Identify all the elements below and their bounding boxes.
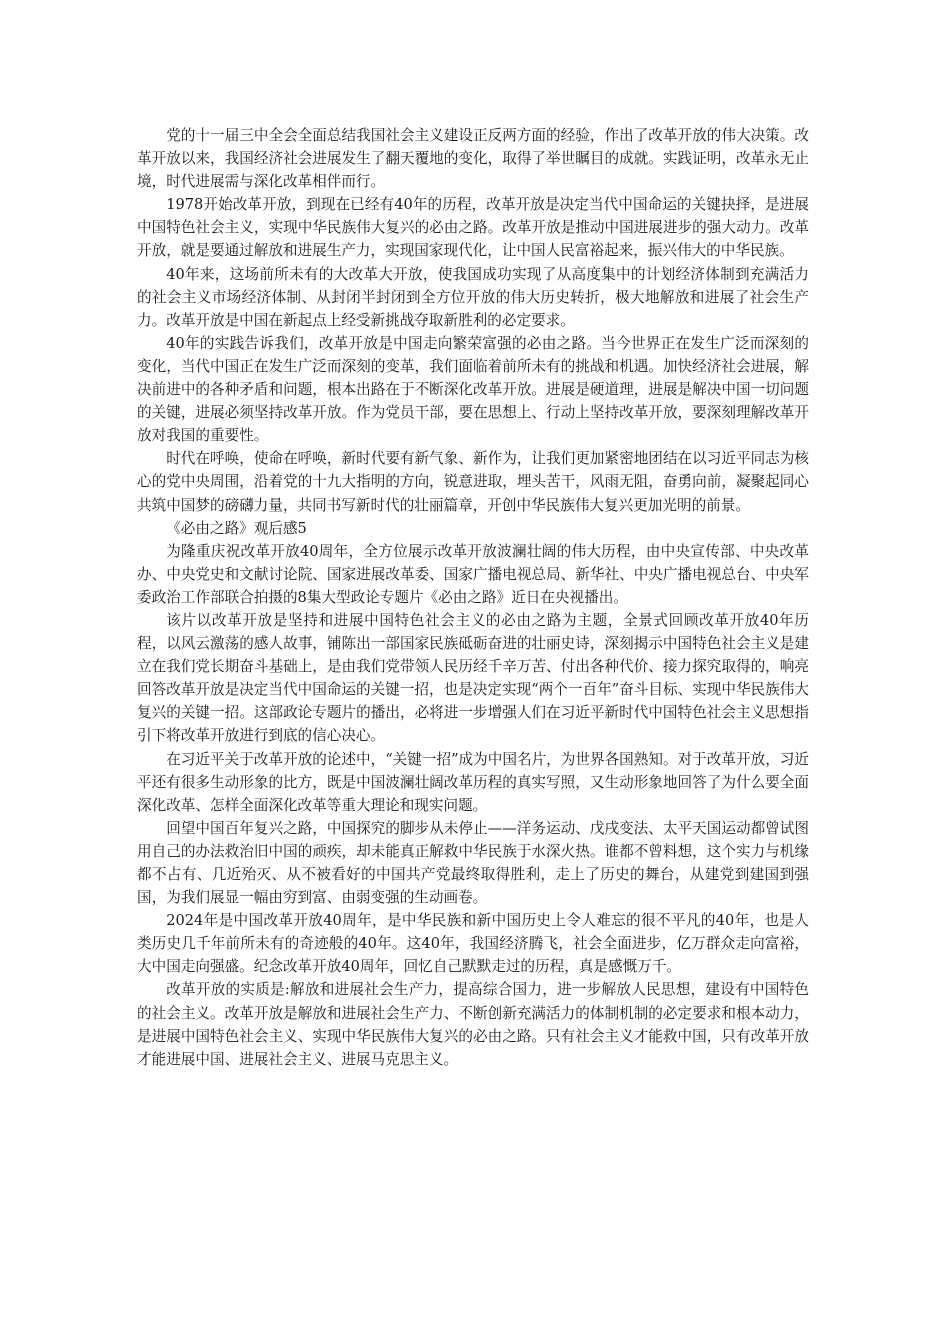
paragraph-5: 时代在呼唤，使命在呼唤，新时代要有新气象、新作为，让我们更加紧密地团结在以习近平同志为核心的党中央周围，沿着党的十九大指明的方向，锐意进取，埋头苦干，风雨无阻，奋勇向前，凝聚起同心共筑中国梦的磅礴力量，共同书写新时代的壮丽篇章，开创中华民族伟大复兴更加光明的前景。	[137, 450, 809, 514]
paragraph-7: 该片以改革开放是坚持和进展中国特色社会主义的必由之路为主题，全景式回顾改革开放40年历程，以风云激荡的感人故事，铺陈出一部国家民族砥砺奋进的壮丽史诗，深刻揭示中国特色社会主义是建立在我们党长期奋斗基础上，是由我们党带领人民历经千辛万苦、付出各种代价、接力探究取得的，响亮回答改革开放是决定当代中国命运的关键一招，也是决定实现“两个一百年”奋斗目标、实现中华民族伟大复兴的关键一招。这部政论专题片的播出，必将进一步增强人们在习近平新时代中国特色社会主义思想指引下将改革开放进行到底的信心决心。	[137, 611, 809, 745]
paragraph-4: 40年的实践告诉我们，改革开放是中国走向繁荣富强的必由之路。当今世界正在发生广泛而深刻的变化，当代中国正在发生广泛而深刻的变革，我们面临着前所未有的挑战和机遇。加快经济社会进展，解决前进中的各种矛盾和问题，根本出路在于不断深化改革开放。进展是硬道理，进展是解决中国一切问题的关键，进展必须坚持改革开放。作为党员干部，要在思想上、行动上坚持改革开放，要深刻理解改革开放对我国的重要性。	[137, 334, 809, 445]
paragraph-3: 40年来，这场前所未有的大改革大开放，使我国成功实现了从高度集中的计划经济体制到充满活力的社会主义市场经济体制、从封闭半封闭到全方位开放的伟大历史转折，极大地解放和进展了社会生产力。改革开放是中国在新起点上经受新挑战夺取新胜利的必定要求。	[137, 265, 809, 329]
paragraph-6: 为隆重庆祝改革开放40周年，全方位展示改革开放波澜壮阔的伟大历程，由中央宣传部、中央改革办、中央党史和文献讨论院、国家进展改革委、国家广播电视总局、新华社、中央广播电视总台、中央军委政治工作部联合拍摄的8集大型政论专题片《必由之路》近日在央视播出。	[137, 542, 809, 606]
section-title: 《必由之路》观后感5	[166, 519, 307, 537]
paragraph-9: 回望中国百年复兴之路，中国探究的脚步从未停止——洋务运动、戊戌变法、太平天国运动都曾试图用自己的办法救治旧中国的顽疾，却未能真正解救中华民族于水深火热。谁都不曾料想，这个实力与机缘都不占有、几近殆灭、从不被看好的中国共产党最终取得胜利，走上了历史的舞台，从建党到建国到强国，为我们展显一幅由穷到富、由弱变强的生动画卷。	[137, 819, 809, 907]
paragraph-1: 党的十一届三中全会全面总结我国社会主义建设正反两方面的经验，作出了改革开放的伟大决策。改革开放以来，我国经济社会进展发生了翻天覆地的变化，取得了举世瞩目的成就。实践证明，改革永无止境，时代进展需与深化改革相伴而行。	[137, 127, 809, 191]
paragraph-11: 改革开放的实质是:解放和进展社会生产力，提高综合国力，进一步解放人民思想，建设有中国特色的社会主义。改革开放是解放和进展社会生产力、不断创新充满活力的体制机制的必定要求和根本动力，是进展中国特色社会主义、实现中华民族伟大复兴的必由之路。只有社会主义才能救中国，只有改革开放才能进展中国、进展社会主义、进展马克思主义。	[137, 981, 809, 1068]
document-body	[137, 124, 809, 1071]
paragraph-2: 1978开始改革开放，到现在已经有40年的历程，改革开放是决定当代中国命运的关键抉择，是进展中国特色社会主义，实现中华民族伟大复兴的必由之路。改革开放是推动中国进展进步的强大动力。改革开放，就是要通过解放和进展生产力，实现国家现代化，让中国人民富裕起来，振兴伟大的中华民族。	[137, 196, 809, 260]
paragraph-8: 在习近平关于改革开放的论述中，“关键一招”成为中国名片，为世界各国熟知。对于改革开放，习近平还有很多生动形象的比方，既是中国波澜壮阔改革历程的真实写照，又生动形象地回答了为什么要全面深化改革、怎样全面深化改革等重大理论和现实问题。	[137, 750, 809, 814]
paragraph-10: 2024年是中国改革开放40周年，是中华民族和新中国历史上令人难忘的很不平凡的40年，也是人类历史几千年前所未有的奇迹般的40年。这40年，我国经济腾飞，社会全面进步，亿万群众走向富裕，大中国走向强盛。纪念改革开放40周年，回忆自己默默走过的历程，真是感慨万千。	[137, 912, 809, 976]
